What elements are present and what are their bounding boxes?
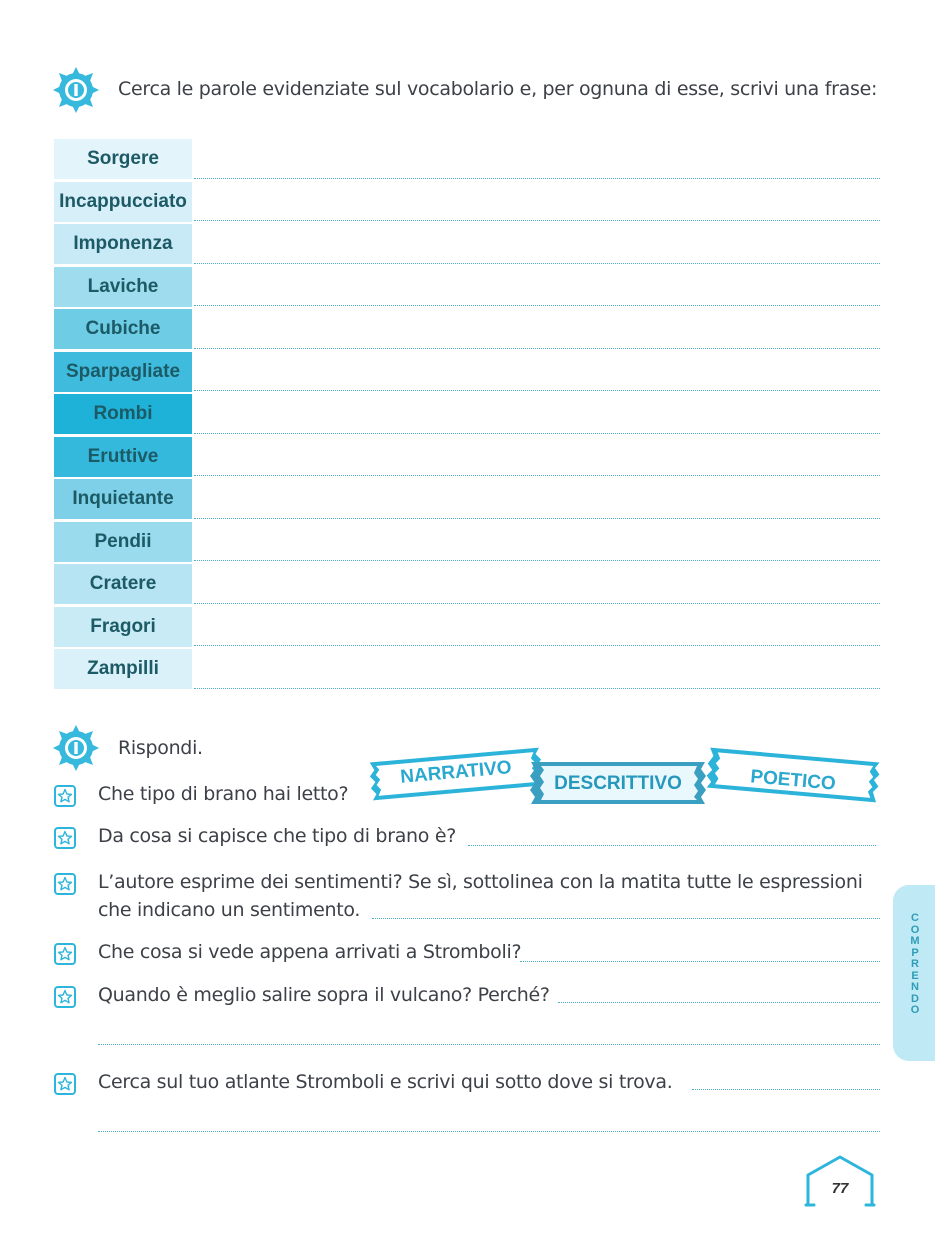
question-3 — [54, 871, 884, 921]
answer-line[interactable] — [98, 1131, 880, 1132]
vocab-word: Rombi — [54, 394, 192, 434]
answer-line[interactable] — [468, 845, 876, 846]
vocab-row — [54, 182, 880, 225]
info-sun-icon — [53, 725, 99, 771]
info-sun-icon — [53, 67, 99, 113]
vocab-row — [54, 479, 880, 522]
vocab-row — [54, 607, 880, 650]
vocab-word: Incappucciato — [54, 182, 192, 222]
vocab-row — [54, 352, 880, 395]
star-icon — [54, 873, 76, 895]
vocab-word: Zampilli — [54, 649, 192, 689]
vocab-row — [54, 224, 880, 267]
vocab-row — [54, 394, 880, 437]
vocab-word: Imponenza — [54, 224, 192, 264]
answer-line[interactable] — [372, 918, 880, 919]
vocab-word: Sorgere — [54, 139, 192, 179]
star-icon — [54, 986, 76, 1008]
vocab-row — [54, 139, 880, 182]
writing-line[interactable] — [194, 305, 880, 306]
writing-line[interactable] — [194, 475, 880, 476]
question-text: Quando è meglio salire sopra il vulcano? Perché? — [98, 984, 550, 1006]
writing-line[interactable] — [194, 688, 880, 689]
writing-line[interactable] — [194, 518, 880, 519]
vocab-word: Fragori — [54, 607, 192, 647]
question-6 — [54, 1071, 884, 1097]
writing-line[interactable] — [194, 348, 880, 349]
answer-instruction: Rispondi. — [118, 737, 203, 759]
vocab-word: Eruttive — [54, 437, 192, 477]
question-2 — [54, 825, 884, 851]
vocab-word: Pendii — [54, 522, 192, 562]
writing-line[interactable] — [194, 433, 880, 434]
question-text: Da cosa si capisce che tipo di brano è? — [98, 825, 457, 847]
vocab-row — [54, 649, 880, 692]
vocab-word: Sparpagliate — [54, 352, 192, 392]
question-text: Cerca sul tuo atlante Stromboli e scrivi qui sotto dove si trova. — [98, 1071, 673, 1093]
star-icon — [54, 1073, 76, 1095]
answer-line[interactable] — [692, 1089, 880, 1090]
vocab-row — [54, 522, 880, 565]
question-4 — [54, 941, 884, 967]
question-text: Che cosa si vede appena arrivati a Stromboli? — [98, 941, 522, 963]
question-text-continued: che indicano un sentimento. — [98, 899, 361, 921]
vocab-row — [54, 309, 880, 352]
vocab-row — [54, 437, 880, 480]
vocab-word: Inquietante — [54, 479, 192, 519]
vocab-word: Laviche — [54, 267, 192, 307]
answer-line[interactable] — [558, 1002, 880, 1003]
vocabulary-table — [54, 139, 880, 692]
side-section-label: COMPRENDO — [910, 912, 920, 1016]
writing-line[interactable] — [194, 263, 880, 264]
question-text: L’autore esprime dei sentimenti? Se sì, sottolinea con la matita tutte le espressioni — [98, 871, 863, 893]
star-icon — [54, 827, 76, 849]
question-5 — [54, 984, 884, 1010]
tag-poetico[interactable]: POETICO — [749, 766, 837, 795]
answer-line[interactable] — [98, 1044, 880, 1045]
writing-line[interactable] — [194, 220, 880, 221]
answer-line[interactable] — [520, 961, 880, 962]
writing-line[interactable] — [194, 390, 880, 391]
writing-line[interactable] — [194, 645, 880, 646]
star-icon — [54, 943, 76, 965]
tag-descrittivo[interactable]: DESCRITTIVO — [554, 773, 682, 794]
star-icon — [54, 785, 76, 807]
writing-line[interactable] — [194, 603, 880, 604]
tag-narrativo[interactable]: NARRATIVO — [399, 757, 513, 788]
page-number: 77 — [831, 1180, 849, 1197]
writing-line[interactable] — [194, 178, 880, 179]
vocabulary-instruction: Cerca le parole evidenziate sul vocabolario e, per ognuna di esse, scrivi una frase: — [118, 78, 878, 100]
question-text: Che tipo di brano hai letto? — [98, 783, 349, 805]
vocab-row — [54, 564, 880, 607]
vocab-word: Cubiche — [54, 309, 192, 349]
vocab-row — [54, 267, 880, 310]
writing-line[interactable] — [194, 560, 880, 561]
vocab-word: Cratere — [54, 564, 192, 604]
